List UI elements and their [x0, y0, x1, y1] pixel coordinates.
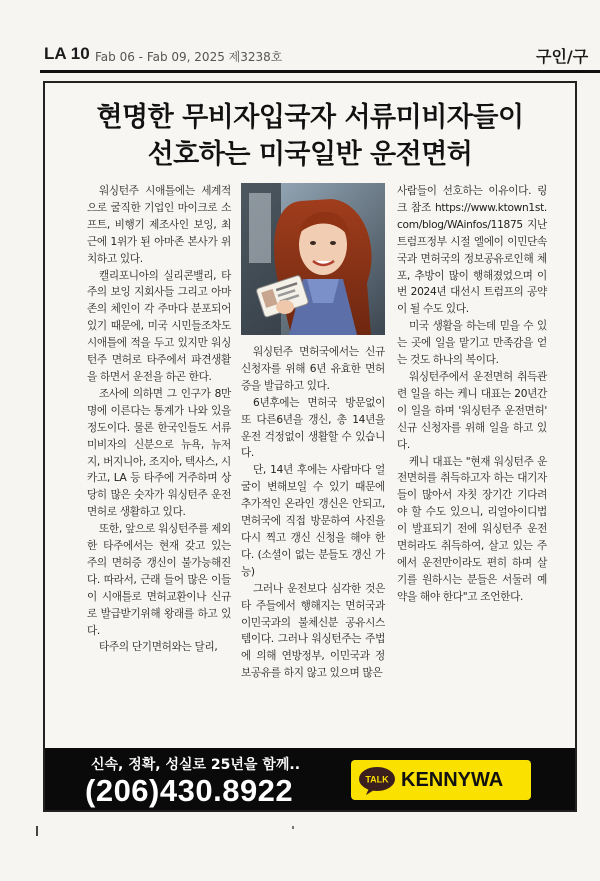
- kakaotalk-id-badge[interactable]: [351, 760, 531, 800]
- article-photo: [241, 183, 385, 335]
- ad-tagline: 신속, 정확, 성실로 25년을 함께..: [91, 757, 301, 773]
- article-column-1: [87, 183, 231, 656]
- headline-line-2: 선호하는 미국일반 운전면허: [147, 139, 473, 170]
- issue-date: Fab 06 - Fab 09, 2025 제3238호: [95, 50, 283, 64]
- paragraph: 캘리포니아의 실리콘밸리, 타주의 보잉 지회사들 그리고 아마존의 체인이 각 주마다 분포되어 있기 때문에, 미국 시민들조차도 시애틀에 적을 두고 있지만 워싱턴주 면허로 타주에서 파견생활을 하면서 운전을 하곤 한다.: [87, 269, 231, 383]
- paragraph: 6년후에는 면허국 방문없이 또 다른6년을 갱신, 총 14년을 운전 걱정없이 생활할 수 있습니다.: [241, 396, 385, 460]
- article-column-3: [397, 183, 547, 606]
- paragraph: 워싱턴주에서 운전면허 취득관련 일을 하는 케니 대표는 20년간 이 일을 하며 '워싱턴주 운전면허' 신규 신청자를 위해 일을 하고 있다.: [397, 370, 547, 451]
- paragraph: 케니 대표는 "현재 워싱턴주 운전면허를 취득하고자 하는 대기자들이 많아서 자칫 장기간 기다려야 할 수도 있으니, 리얼아이디법이 발표되기 전에 워싱턴주 운전면허라도 취득하여, 살고 있는 주에서 운전만이라도 편히 하며 살기를 원하시는 분들은 서둘러 예약을 해야 한다"고 조언한다.: [397, 455, 547, 603]
- paragraph: 또한, 앞으로 워싱턴주를 제외한 타주에서는 현재 갖고 있는 주의 면허증 갱신이 불가능해진다. 따라서, 근래 들어 많은 이들이 시애틀로 면허교환이나 신규로 발급받기위해 왕래를 하고 있다.: [87, 523, 231, 637]
- paragraph: 조사에 의하면 그 인구가 8만명에 이른다는 통계가 나와 있을 정도이다. 물론 한국인들도 서류 미비자의 신분으로 뉴욕, 뉴저지, 버지니아, 조지아, 텍사스, 시카고, LA 등 타주에 거주하며 상당히 많은 숫자가 워싱턴주 운전면허로 생활하고 있다.: [87, 387, 231, 519]
- ad-phone-number[interactable]: (206)430.8922: [85, 773, 294, 808]
- kakao-talk-label: TALK: [365, 774, 389, 785]
- kakaotalk-id: KENNYWA: [401, 769, 504, 791]
- kakaotalk-icon: [357, 766, 397, 796]
- article-box: [43, 81, 577, 812]
- paragraph: 타주의 단기면허와는 달리,: [99, 641, 218, 654]
- advertisement-banner: [45, 748, 575, 810]
- paragraph: 워싱턴주 면허국에서는 신규 신청자를 위해 6년 유효한 면허증을 발급하고 있다.: [241, 346, 385, 392]
- headline-line-1: 현명한 무비자입국자 서류미비자들이: [96, 102, 524, 133]
- page-header: [0, 0, 600, 70]
- paragraph: 단, 14년 후에는 사람마다 얼굴이 변해보일 수 있기 때문에 추가적인 온라인 갱신은 안되고, 면허국에 직접 방문하여 사진을 다시 찍고 갱신 신청을 해야 한다. (소셜이 없는 분들도 갱신 가능): [241, 464, 385, 578]
- article-column-2: [241, 344, 385, 682]
- paragraph: 워싱턴주 시애틀에는 세계적으로 굴직한 기업인 마이크로 소프트, 비행기 제조사인 보잉, 최근에 1위가 된 아마존 본사가 위치하고 있다.: [87, 185, 231, 265]
- paragraph: 사람들이 선호하는 이유이다. 링크 참조 https://www.ktown1st.com/blog/WAinfos/11875 지난 트럼프정부 시절 엘에이 이민단속국과 면허국의 정보공유로인해 체포, 추방이 많이 행해졌었으며 이번 2024년 대선시 트럼프의 공약이 될 수도 있다.: [397, 185, 547, 316]
- article-headline: [45, 99, 575, 173]
- page-number: LA 10: [44, 44, 90, 63]
- crop-mark: [36, 826, 48, 836]
- woman-in-car-holding-license-icon: [241, 183, 385, 335]
- header-rule: [40, 70, 600, 73]
- paragraph: 그러나 운전보다 심각한 것은 타 주들에서 행해지는 면허국과 이민국과의 불체신분 공유시스템이다. 그러나 워싱턴주는 주법에 의해 연방정부, 이민국과 정보공유를 하지 않고 있으며 많은: [241, 582, 385, 680]
- paragraph: 미국 생활을 하는데 믿을 수 있는 곳에 일을 맡기고 만족감을 얻는 것도 하나의 복이다.: [397, 320, 547, 367]
- section-title: 구인/구: [536, 47, 589, 66]
- center-mark: [292, 826, 294, 829]
